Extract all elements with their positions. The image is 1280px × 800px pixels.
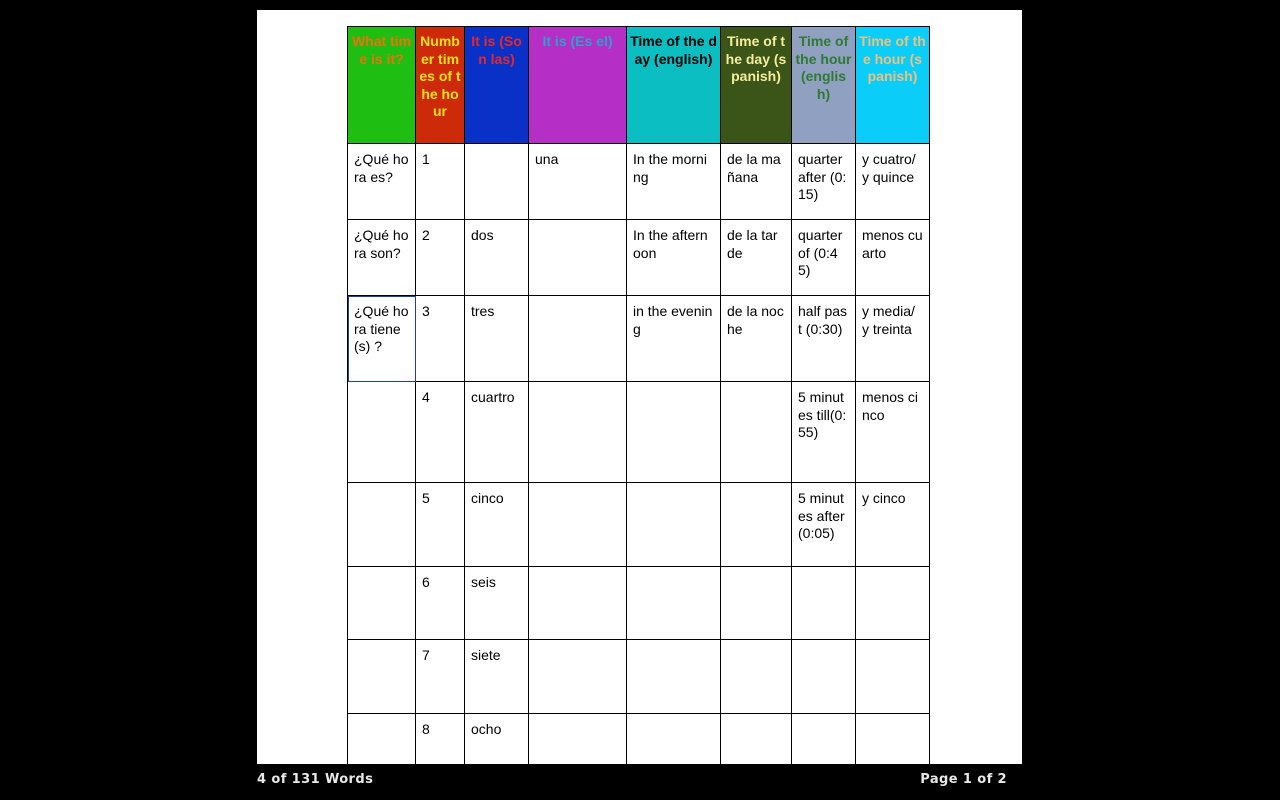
- table-cell[interactable]: [627, 640, 721, 714]
- table-cell[interactable]: [721, 640, 792, 714]
- table-cell[interactable]: siete: [465, 640, 529, 714]
- table-row: [348, 567, 930, 640]
- table-cell[interactable]: dos: [465, 220, 529, 296]
- table-cell[interactable]: half past (0:30): [792, 296, 856, 382]
- table-cell[interactable]: y media/ y treinta: [856, 296, 930, 382]
- table-cell[interactable]: cuartro: [465, 382, 529, 483]
- table-cell[interactable]: [721, 714, 792, 765]
- table-row: [348, 382, 930, 483]
- header-cell[interactable]: Time of the day (english): [627, 27, 721, 144]
- table-row: [348, 714, 930, 765]
- table-cell[interactable]: ¿Qué hora son?: [348, 220, 416, 296]
- table-cell[interactable]: [348, 640, 416, 714]
- table-cell[interactable]: de la tarde: [721, 220, 792, 296]
- header-cell[interactable]: Time of the day (spanish): [721, 27, 792, 144]
- table-cell[interactable]: [348, 714, 416, 765]
- table-cell[interactable]: 6: [416, 567, 465, 640]
- table-cell[interactable]: in the evening: [627, 296, 721, 382]
- table-cell[interactable]: [627, 483, 721, 567]
- table-cell[interactable]: [856, 567, 930, 640]
- table-cell[interactable]: menos cinco: [856, 382, 930, 483]
- table-cell[interactable]: 5 minutes till(0:55): [792, 382, 856, 483]
- table-cell[interactable]: [721, 382, 792, 483]
- table-cell[interactable]: [529, 382, 627, 483]
- table-row: [348, 220, 930, 296]
- table-cell[interactable]: cinco: [465, 483, 529, 567]
- table-cell[interactable]: 2: [416, 220, 465, 296]
- table-cell[interactable]: In the afternoon: [627, 220, 721, 296]
- table-cell[interactable]: [529, 567, 627, 640]
- header-cell[interactable]: Number times of the hour: [416, 27, 465, 144]
- table-cell[interactable]: [529, 640, 627, 714]
- table-cell[interactable]: quarter of (0:45): [792, 220, 856, 296]
- header-cell[interactable]: Time of the hour (spanish): [856, 27, 930, 144]
- table-row: [348, 144, 930, 220]
- table-cell[interactable]: menos cuarto: [856, 220, 930, 296]
- table-cell[interactable]: de la noche: [721, 296, 792, 382]
- table-cell[interactable]: In the morning: [627, 144, 721, 220]
- table-cell[interactable]: 1: [416, 144, 465, 220]
- table-cell[interactable]: [348, 567, 416, 640]
- table-cell[interactable]: [627, 714, 721, 765]
- table-cell[interactable]: [627, 382, 721, 483]
- table-cell[interactable]: 4: [416, 382, 465, 483]
- table-cell[interactable]: [856, 640, 930, 714]
- table-cell[interactable]: [348, 483, 416, 567]
- table-cell[interactable]: ¿Qué hora es?: [348, 144, 416, 220]
- selected-table-cell[interactable]: ¿Qué hora tiene(s) ?: [348, 296, 416, 382]
- table-cell[interactable]: [792, 567, 856, 640]
- header-cell[interactable]: It is (Son las): [465, 27, 529, 144]
- table-cell[interactable]: [721, 483, 792, 567]
- table-cell[interactable]: [465, 144, 529, 220]
- table-row: [348, 483, 930, 567]
- table-row: [348, 640, 930, 714]
- time-vocabulary-table: [347, 26, 930, 764]
- table-cell[interactable]: 5 minutes after (0:05): [792, 483, 856, 567]
- table-cell[interactable]: quarter after (0:15): [792, 144, 856, 220]
- table-cell[interactable]: [792, 714, 856, 765]
- header-row: [348, 27, 930, 144]
- word-count[interactable]: 4 of 131 Words: [257, 772, 374, 787]
- table-cell[interactable]: [529, 296, 627, 382]
- table-cell[interactable]: [792, 640, 856, 714]
- table-cell[interactable]: una: [529, 144, 627, 220]
- table-cell[interactable]: [529, 714, 627, 765]
- table-cell[interactable]: y cinco: [856, 483, 930, 567]
- table-cell[interactable]: 3: [416, 296, 465, 382]
- table-cell[interactable]: [529, 220, 627, 296]
- header-cell[interactable]: It is (Es el): [529, 27, 627, 144]
- document-page[interactable]: [257, 10, 1022, 764]
- table-cell[interactable]: 7: [416, 640, 465, 714]
- table-cell[interactable]: seis: [465, 567, 529, 640]
- table-cell[interactable]: [721, 567, 792, 640]
- table-row: [348, 296, 930, 382]
- table-cell[interactable]: y cuatro/ y quince: [856, 144, 930, 220]
- header-cell[interactable]: What time is it?: [348, 27, 416, 144]
- table-cell[interactable]: ocho: [465, 714, 529, 765]
- table-cell[interactable]: tres: [465, 296, 529, 382]
- header-cell[interactable]: Time of the hour (english): [792, 27, 856, 144]
- table-cell[interactable]: [856, 714, 930, 765]
- table-cell[interactable]: [529, 483, 627, 567]
- table-cell[interactable]: [627, 567, 721, 640]
- page-indicator: Page 1 of 2: [920, 772, 1007, 787]
- status-bar: [257, 770, 1022, 790]
- table-cell[interactable]: 8: [416, 714, 465, 765]
- table-cell[interactable]: [348, 382, 416, 483]
- table-cell[interactable]: 5: [416, 483, 465, 567]
- table-cell[interactable]: de la mañana: [721, 144, 792, 220]
